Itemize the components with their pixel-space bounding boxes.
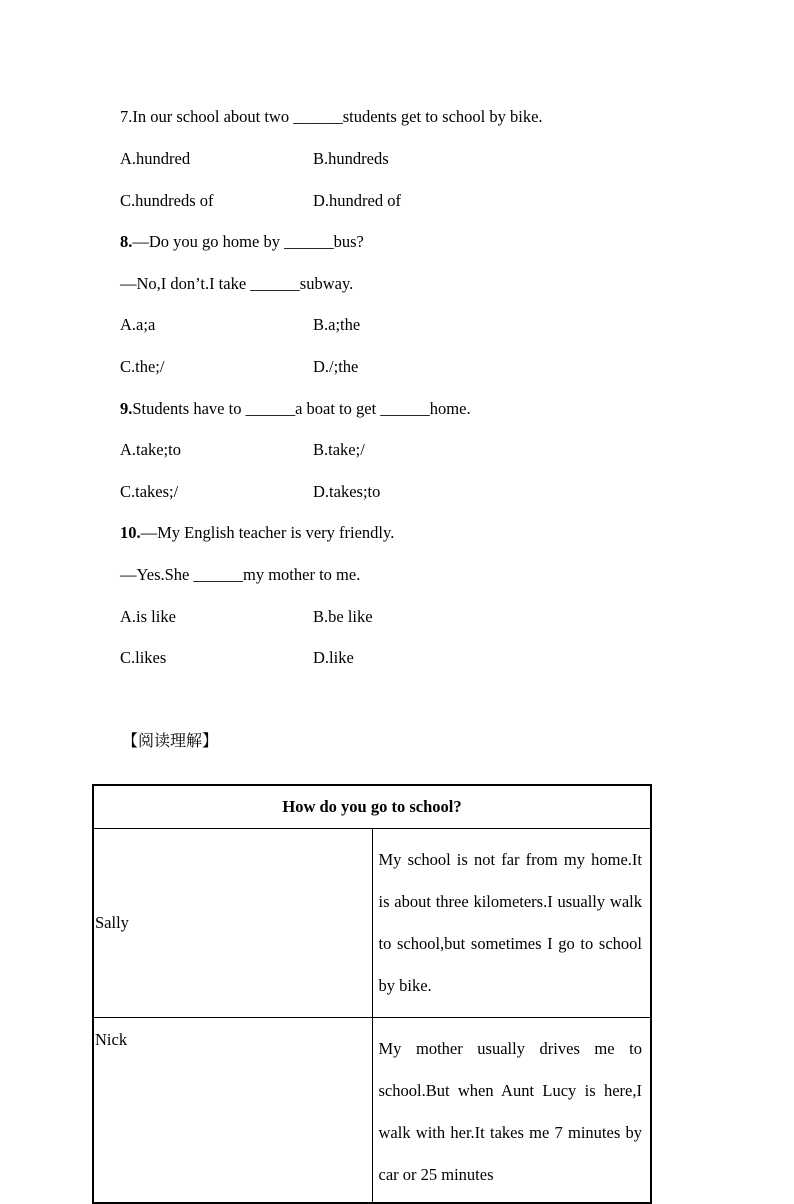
section-title: 【阅读理解】	[122, 731, 219, 750]
option-c: C.the;/	[120, 357, 165, 376]
option-d: D.like	[313, 648, 354, 667]
question-text: —My English teacher is very friendly.	[140, 523, 395, 542]
question-number: 7.	[120, 107, 133, 126]
reading-table	[92, 784, 652, 1204]
option-a: A.is like	[120, 607, 176, 626]
option-b: B.hundreds	[313, 149, 389, 168]
question-text: Students have to ______a boat to get ______home.	[132, 399, 471, 418]
option-a: A.hundred	[120, 149, 191, 168]
row-text: My school is not far from my home.It is about three kilometers.I usually walk to school,but sometimes I go to school by bike.	[372, 829, 651, 1018]
row-text: My mother usually drives me to school.But when Aunt Lucy is here,I walk with her.It takes me 7 minutes by car or 25 minutes	[372, 1018, 651, 1204]
question-8-stem	[120, 232, 364, 252]
option-d: D.takes;to	[313, 482, 381, 501]
option-b: B.a;the	[313, 315, 361, 334]
option-c: C.takes;/	[120, 482, 179, 501]
table-header-row	[93, 785, 651, 829]
option-b: B.be like	[313, 607, 373, 626]
question-8-response: —No,I don’t.I take ______subway.	[120, 274, 354, 293]
option-a: A.a;a	[120, 315, 156, 334]
row-name: Nick	[93, 1018, 372, 1204]
table-row	[93, 1018, 651, 1204]
option-c: C.hundreds of	[120, 191, 214, 210]
table-row	[93, 829, 651, 1018]
option-c: C.likes	[120, 648, 167, 667]
question-number: 9.	[120, 399, 133, 418]
option-d: D./;the	[313, 357, 359, 376]
option-b: B.take;/	[313, 440, 365, 459]
question-text: In our school about two ______students get to school by bike.	[132, 107, 543, 126]
question-9-stem	[120, 399, 471, 419]
question-10-response: —Yes.She ______my mother to me.	[120, 565, 361, 584]
option-d: D.hundred of	[313, 191, 401, 210]
option-a: A.take;to	[120, 440, 181, 459]
table-title: How do you go to school?	[93, 785, 651, 829]
question-7-stem	[120, 107, 543, 127]
row-name: Sally	[93, 829, 372, 1018]
question-text: —Do you go home by ______bus?	[132, 232, 364, 251]
question-number: 10.	[120, 523, 141, 542]
question-10-stem	[120, 523, 394, 543]
question-number: 8.	[120, 232, 133, 251]
